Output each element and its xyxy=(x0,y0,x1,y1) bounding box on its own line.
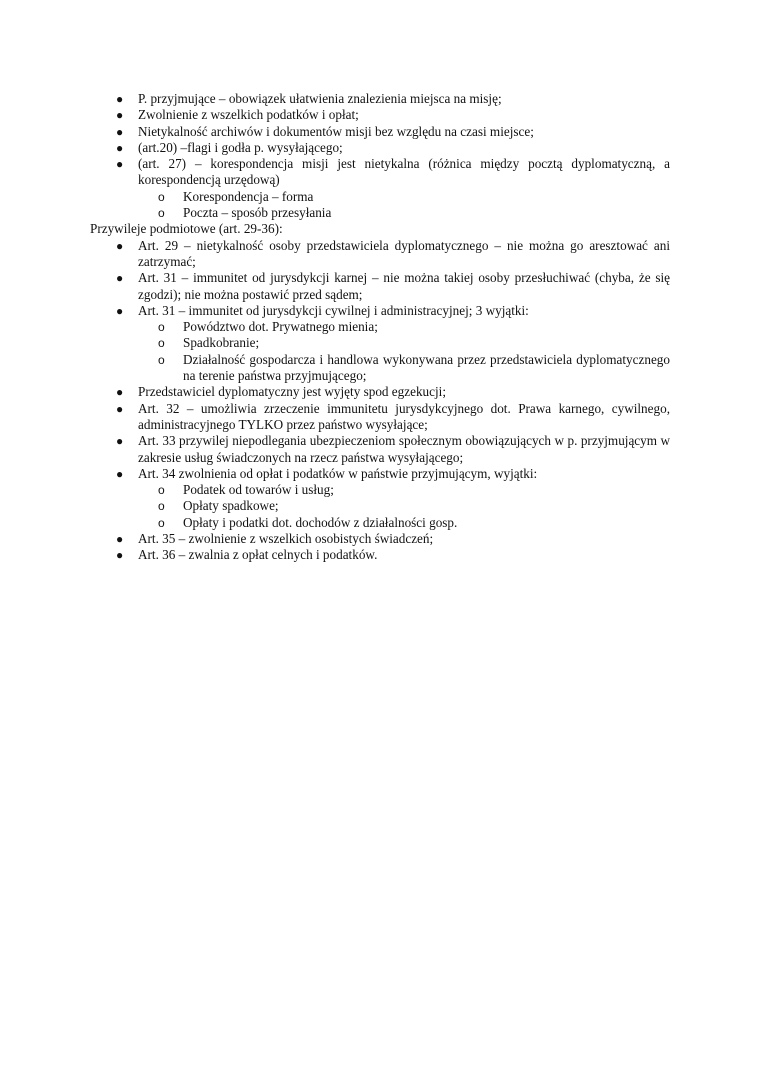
circle-bullet-icon: o xyxy=(158,352,165,367)
circle-bullet-icon: o xyxy=(158,189,165,204)
privileges-list-top xyxy=(90,91,670,221)
sub-list-item-text: Opłaty spadkowe; xyxy=(183,498,279,514)
document-body xyxy=(90,91,670,564)
bullet-icon: ● xyxy=(116,466,124,481)
bullet-icon: ● xyxy=(116,108,124,123)
bullet-icon: ● xyxy=(116,140,124,155)
sub-list xyxy=(138,189,670,222)
list-item-text: P. przyjmujące – obowiązek ułatwienia znalezienia miejsca na misję; xyxy=(138,91,502,106)
list-item-text: Art. 33 przywilej niepodlegania ubezpieczeniom społecznym obowiązujących w p. przyjmującym w zakresie usług świadczonych na rzecz państwa wysyłającego; xyxy=(138,433,670,465)
sub-list-item xyxy=(90,515,670,531)
bullet-icon: ● xyxy=(116,385,124,400)
list-item-text: (art. 27) – korespondencja misji jest nietykalna (różnica między pocztą dyplomatyczną, a korespondencją urzędową) xyxy=(138,156,670,188)
list-item-text: Nietykalność archiwów i dokumentów misji bez względu na czasi miejsce; xyxy=(138,123,534,139)
list-item xyxy=(90,124,670,140)
sub-list-item-text: Powództwo dot. Prywatnego mienia; xyxy=(183,319,378,335)
sub-list-item-text: Poczta – sposób przesyłania xyxy=(183,205,332,221)
bullet-icon: ● xyxy=(116,303,124,318)
sub-list-item-text: Spadkobranie; xyxy=(183,335,260,351)
bullet-icon: ● xyxy=(116,434,124,449)
list-item xyxy=(90,156,670,221)
sub-list-item xyxy=(90,498,670,514)
list-item-text: Art. 32 – umożliwia zrzeczenie immunitetu jurysdykcyjnego dot. Prawa karnego, cywilnego, administracyjnego TYLKO przez państwo wysyłające; xyxy=(138,400,670,432)
sub-list xyxy=(138,482,670,531)
list-item xyxy=(90,531,670,547)
list-item-text: Art. 31 – immunitet od jurysdykcji karnej – nie można takiej osoby przesłuchiwać (chyba, że się zgodzi); nie można postawić przed sądem; xyxy=(138,270,670,302)
list-item-text: Art. 31 – immunitet od jurysdykcji cywilnej i administracyjnej; 3 wyjątki: xyxy=(138,302,529,318)
list-item xyxy=(90,107,670,123)
bullet-icon: ● xyxy=(116,238,124,253)
list-item xyxy=(90,547,670,563)
sub-list xyxy=(138,319,670,384)
sub-list-item xyxy=(90,482,670,498)
list-item-text: Art. 35 – zwolnienie z wszelkich osobistych świadczeń; xyxy=(138,531,434,547)
list-item xyxy=(90,303,670,384)
list-item xyxy=(90,91,670,107)
list-item xyxy=(90,384,670,400)
circle-bullet-icon: o xyxy=(158,336,165,351)
sub-list-item xyxy=(90,189,670,205)
list-item-text: Przedstawiciel dyplomatyczny jest wyjęty spod egzekucji; xyxy=(138,384,446,400)
list-item xyxy=(90,238,670,271)
list-item-text: (art.20) –flagi i godła p. wysyłającego; xyxy=(138,139,343,155)
bullet-icon: ● xyxy=(116,548,124,563)
sub-list-item xyxy=(90,319,670,335)
list-item xyxy=(90,270,670,303)
section-heading: Przywileje podmiotowe (art. 29-36): xyxy=(90,221,283,237)
sub-list-item-text: Podatek od towarów i usług; xyxy=(183,482,334,498)
list-item-text: Art. 29 – nietykalność osoby przedstawiciela dyplomatycznego – nie można go aresztować ani zatrzymać; xyxy=(138,237,670,269)
list-item-text: Art. 36 – zwalnia z opłat celnych i podatków. xyxy=(138,547,378,563)
sub-list-item xyxy=(90,352,670,385)
bullet-icon: ● xyxy=(116,157,124,172)
list-item xyxy=(90,401,670,434)
bullet-icon: ● xyxy=(116,401,124,416)
list-item xyxy=(90,466,670,531)
sub-list-item xyxy=(90,205,670,221)
list-item xyxy=(90,433,670,466)
privileges-list-bottom xyxy=(90,238,670,564)
circle-bullet-icon: o xyxy=(158,206,165,221)
circle-bullet-icon: o xyxy=(158,483,165,498)
list-item xyxy=(90,140,670,156)
circle-bullet-icon: o xyxy=(158,499,165,514)
list-item-text: Art. 34 zwolnienia od opłat i podatków w państwie przyjmującym, wyjątki: xyxy=(138,465,538,481)
circle-bullet-icon: o xyxy=(158,320,165,335)
bullet-icon: ● xyxy=(116,532,124,547)
sub-list-item-text: Korespondencja – forma xyxy=(183,188,314,204)
sub-list-item xyxy=(90,335,670,351)
list-item-text: Zwolnienie z wszelkich podatków i opłat; xyxy=(138,107,359,123)
bullet-icon: ● xyxy=(116,124,124,139)
sub-list-item-text: Opłaty i podatki dot. dochodów z działalności gosp. xyxy=(183,514,458,530)
circle-bullet-icon: o xyxy=(158,515,165,530)
bullet-icon: ● xyxy=(116,92,124,106)
sub-list-item-text: Działalność gospodarcza i handlowa wykonywana przez przedstawiciela dyplomatycznego na terenie państwa przyjmującego; xyxy=(183,351,670,384)
bullet-icon: ● xyxy=(116,271,124,286)
